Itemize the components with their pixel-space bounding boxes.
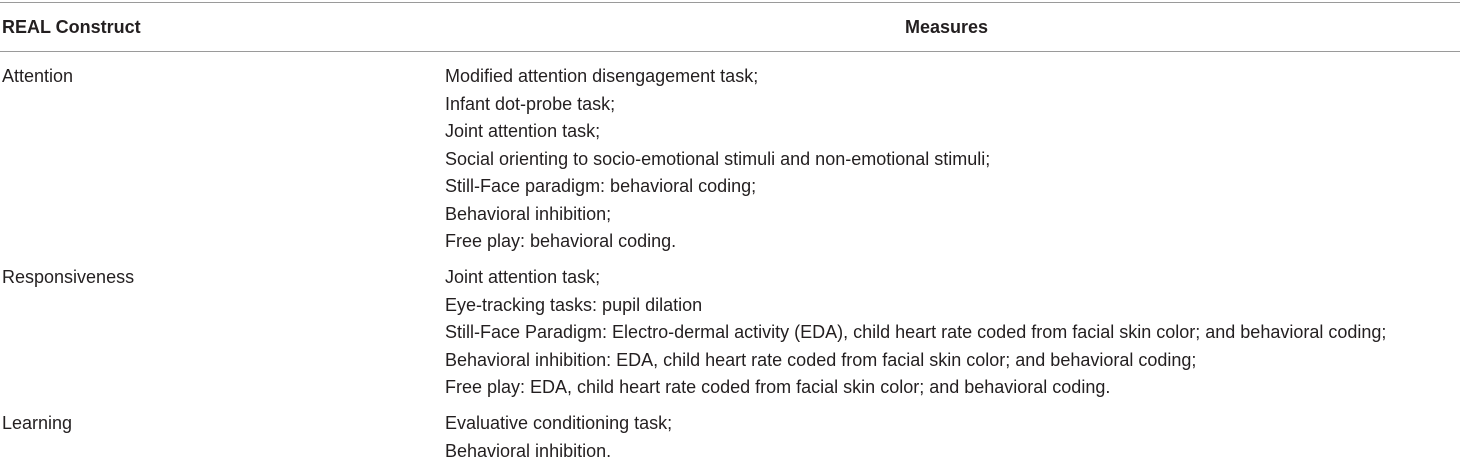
column-header-measures: Measures xyxy=(905,16,988,38)
construct-attention: Attention xyxy=(2,63,73,91)
header-rule xyxy=(0,51,1460,52)
measure-item: Social orienting to socio-emotional stimuli and non-emotional stimuli; xyxy=(445,146,990,174)
table-top-rule xyxy=(0,2,1460,3)
measure-item: Behavioral inhibition; xyxy=(445,201,990,229)
measures-list-learning xyxy=(445,410,672,465)
measure-item: Joint attention task; xyxy=(445,264,1386,292)
measure-item: Infant dot-probe task; xyxy=(445,91,990,119)
measures-list-attention xyxy=(445,63,990,256)
measures-list-responsiveness xyxy=(445,264,1386,402)
measure-item: Behavioral inhibition. xyxy=(445,438,672,465)
measure-item: Free play: EDA, child heart rate coded from facial skin color; and behavioral coding. xyxy=(445,374,1386,402)
measure-item: Joint attention task; xyxy=(445,118,990,146)
column-header-construct: REAL Construct xyxy=(2,16,141,38)
measure-item: Still-Face Paradigm: Electro-dermal activity (EDA), child heart rate coded from facial skin color; and behavioral coding; xyxy=(445,319,1386,347)
construct-responsiveness: Responsiveness xyxy=(2,264,134,292)
measure-item: Eye-tracking tasks: pupil dilation xyxy=(445,292,1386,320)
measure-item: Free play: behavioral coding. xyxy=(445,228,990,256)
measure-item: Evaluative conditioning task; xyxy=(445,410,672,438)
construct-learning: Learning xyxy=(2,410,72,438)
measure-item: Behavioral inhibition: EDA, child heart rate coded from facial skin color; and behavioral coding; xyxy=(445,347,1386,375)
measure-item: Modified attention disengagement task; xyxy=(445,63,990,91)
measure-item: Still-Face paradigm: behavioral coding; xyxy=(445,173,990,201)
